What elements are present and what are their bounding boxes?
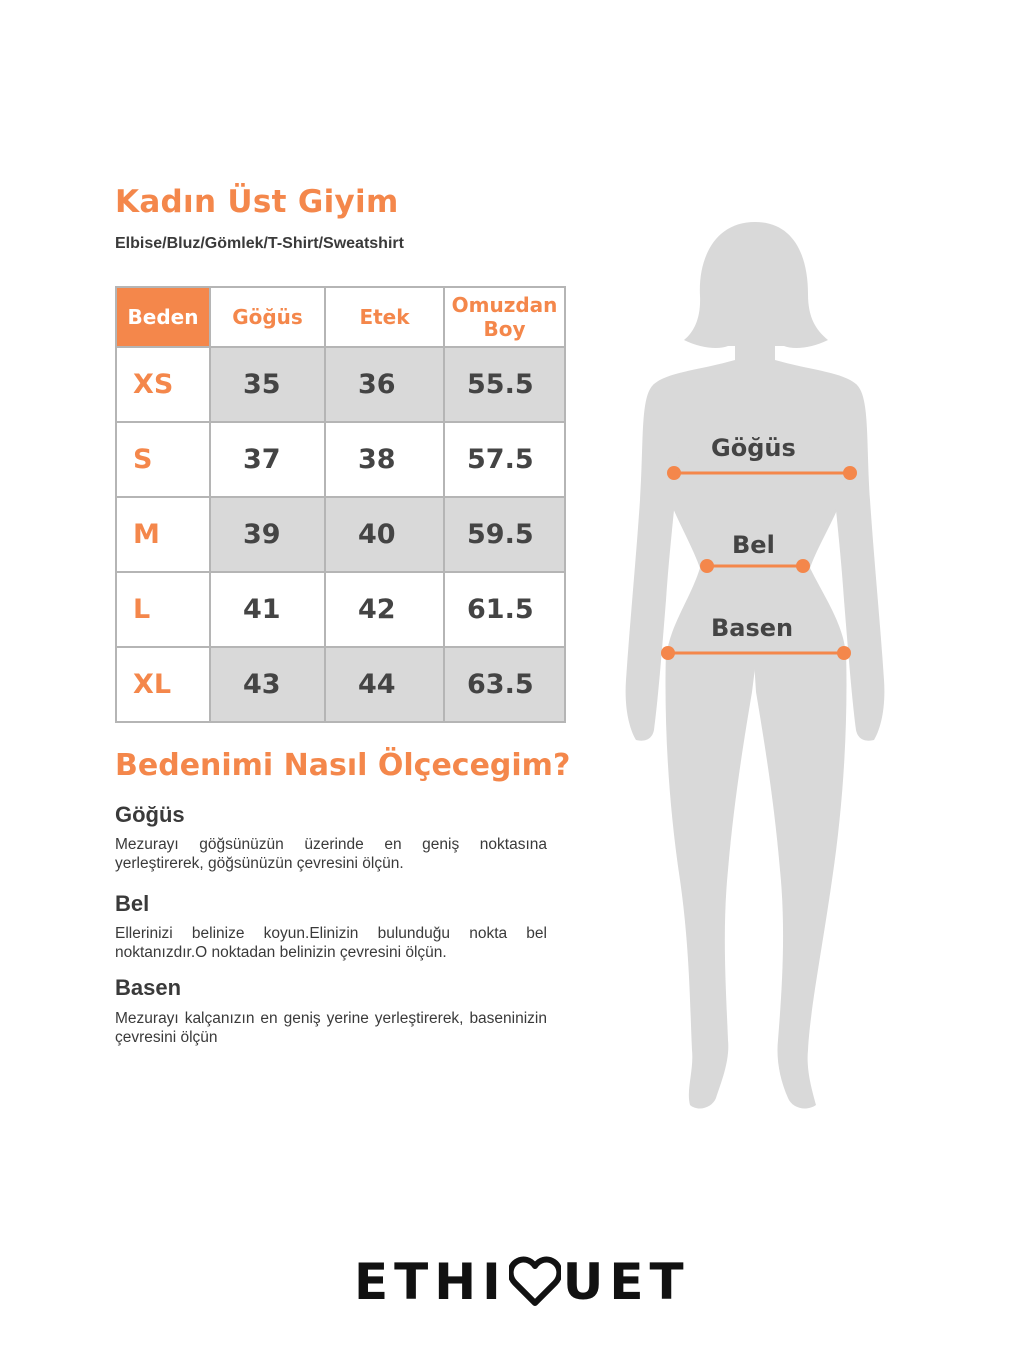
chest-dot-left (667, 466, 681, 480)
size-label: XL (116, 647, 210, 722)
boy-value: 55.5 (444, 347, 565, 422)
etek-value: 42 (325, 572, 444, 647)
header-gogus: Göğüs (210, 287, 325, 347)
measure-heading-chest: Göğüs (115, 802, 185, 827)
gogus-value: 35 (210, 347, 325, 422)
size-label: XS (116, 347, 210, 422)
table-row (116, 572, 565, 647)
measure-heading-waist: Bel (115, 891, 150, 916)
brand-logo (354, 1252, 690, 1312)
waist-dot-right (796, 559, 810, 573)
header-omuzdan-label: Omuzdan (451, 293, 558, 317)
right-leg-shape (754, 650, 846, 1109)
waist-dot-left (700, 559, 714, 573)
figure-label-waist: Bel (732, 531, 775, 559)
page-title: Kadın Üst Giyim (115, 184, 399, 220)
measure-text-hip: Mezurayı kalçanızın en geniş yerine yerleştirerek, baseninizin çevresini ölçün (115, 1010, 547, 1046)
gogus-value: 41 (210, 572, 325, 647)
etek-value: 40 (325, 497, 444, 572)
boy-value: 63.5 (444, 647, 565, 722)
gogus-value: 43 (210, 647, 325, 722)
gogus-value: 39 (210, 497, 325, 572)
brand-text-right: UET (562, 1253, 690, 1311)
brand-text-left: ETHI (354, 1253, 507, 1311)
boy-value: 59.5 (444, 497, 565, 572)
table-row (116, 347, 565, 422)
measure-text-chest: Mezurayı göğsünüzün üzerinde en geniş noktasına yerleştirerek, göğsünüzün çevresini ölçün. (115, 836, 547, 872)
gogus-value: 37 (210, 422, 325, 497)
figure-label-chest: Göğüs (711, 434, 796, 462)
measure-heading-hip: Basen (115, 975, 182, 1000)
heart-icon (509, 1256, 561, 1308)
hip-dot-left (661, 646, 675, 660)
table-header-row (116, 287, 565, 347)
size-table (115, 286, 566, 723)
table-row (116, 422, 565, 497)
etek-value: 44 (325, 647, 444, 722)
body-silhouette (600, 215, 910, 1125)
measure-text-waist: Ellerinizi belinize koyun.Elinizin bulunduğu nokta bel noktanızdır.O noktadan belinizin çevresini ölçün. (115, 925, 547, 961)
chest-dot-right (843, 466, 857, 480)
etek-value: 36 (325, 347, 444, 422)
table-row (116, 497, 565, 572)
size-label: M (116, 497, 210, 572)
size-label: S (116, 422, 210, 497)
etek-value: 38 (325, 422, 444, 497)
header-etek: Etek (325, 287, 444, 347)
head-shape (684, 222, 828, 348)
header-beden: Beden (116, 287, 210, 347)
page-subtitle: Elbise/Bluz/Gömlek/T-Shirt/Sweatshirt (115, 235, 404, 252)
header-boy-label: Boy (483, 317, 526, 341)
hip-dot-right (837, 646, 851, 660)
boy-value: 61.5 (444, 572, 565, 647)
howto-title: Bedenimi Nasıl Ölçecegim? (115, 748, 571, 783)
boy-value: 57.5 (444, 422, 565, 497)
header-omuzdan-boy (444, 287, 565, 347)
left-leg-shape (666, 650, 756, 1109)
table-row (116, 647, 565, 722)
figure-label-hip: Basen (711, 614, 794, 642)
size-label: L (116, 572, 210, 647)
